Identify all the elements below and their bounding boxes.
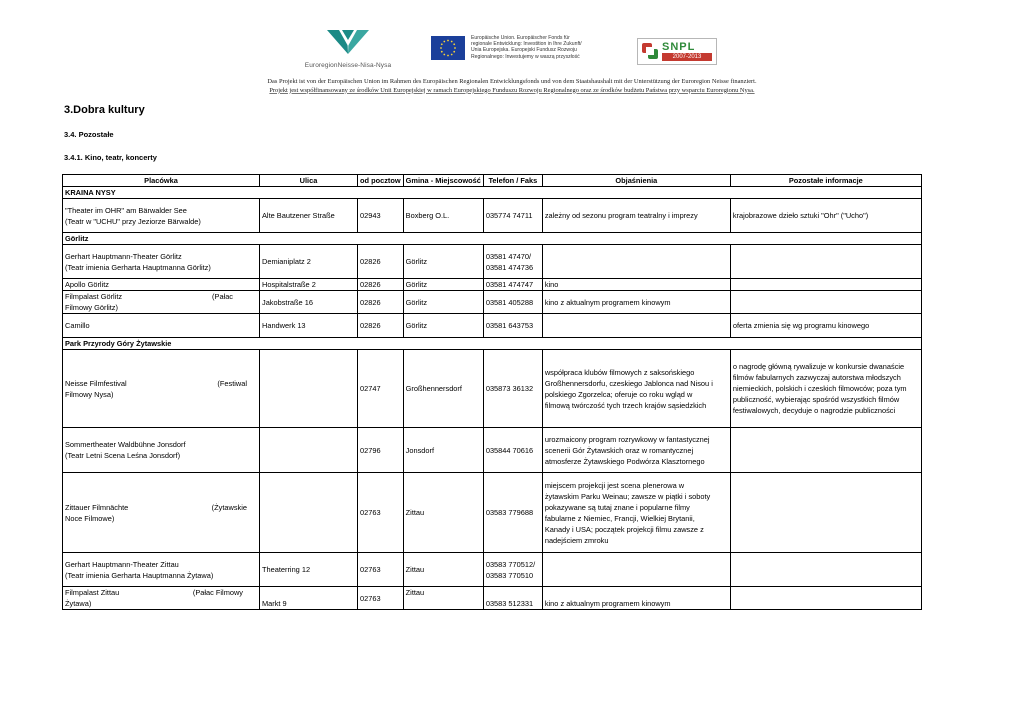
snpl-title: SNPL (662, 41, 696, 53)
postal-code: 02747 (358, 350, 404, 428)
table-row (63, 245, 922, 279)
other-info (730, 553, 921, 587)
phone: 03583 779688 (483, 473, 542, 553)
town: Zittau (403, 587, 483, 610)
eu-fund-text: Europäische Union. Europäischer Fonds für regionale Entwicklung: Investition in Ihre Zukunft/ Unia Europejska. Europejski Fundusz Rozwoju Regionalnego: Inwestujemy w waszą przyszłość (471, 35, 582, 60)
section-title: 3.Dobra kultury (64, 104, 145, 116)
town: Zittau (403, 473, 483, 553)
notes (542, 553, 730, 587)
postal-code: 02763 (358, 473, 404, 553)
notes (542, 245, 730, 279)
venue-name: "Theater im OHR" am Bärwalder See (Teatr w "UCHU" przy Jeziorze Bärwalde) (63, 199, 260, 233)
notes: urozmaicony program rozrywkowy w fantastycznej scenerii Gór Żytawskich oraz w romantycznej atmosferze Żytawskiego Podwórza Klasztornego (542, 428, 730, 473)
notes: kino (542, 279, 730, 291)
table-row (63, 473, 922, 553)
postal-code: 02763 (358, 587, 404, 610)
euroregion-emblem-icon (325, 28, 371, 62)
phone: 03583 770512/ 03583 770510 (483, 553, 542, 587)
funding-de: Das Projekt ist von der Europäischen Union im Rahmen des Europäischen Regionalen Entwicklungsfonds und von dem Staatshaushalt mit der Unterstützung der Euroregion Neisse finanziert. (267, 78, 757, 85)
venue-name: Filmpalast Zittau (Pałac Filmowy Żytawa) (63, 587, 260, 610)
other-info (730, 245, 921, 279)
snpl-logo (637, 38, 717, 65)
street: Hospitalstraße 2 (260, 279, 358, 291)
group-row (63, 338, 922, 350)
table-row (63, 279, 922, 291)
col-header: Gmina - Miejscowość (403, 175, 483, 187)
street: Theaterring 12 (260, 553, 358, 587)
other-info: oferta zmienia się wg programu kinowego (730, 314, 921, 338)
venue-name: Apollo Görlitz (63, 279, 260, 291)
venue-name: Sommertheater Waldbühne Jonsdorf (Teatr Letni Scena Leśna Jonsdorf) (63, 428, 260, 473)
group-label: KRAINA NYSY (63, 187, 922, 199)
postal-code: 02763 (358, 553, 404, 587)
table-row (63, 428, 922, 473)
funding-pl: Projekt jest współfinansowany ze środków Unii Europejskiej w ramach Europejskiego Funduszu Rozwoju Regionalnego oraz ze środków budżetu Państwa przy wsparciu Euroregionu Nysa. (269, 86, 755, 94)
notes: zależny od sezonu program teatralny i imprezy (542, 199, 730, 233)
street: Markt 9 (260, 587, 358, 610)
postal-code: 02796 (358, 428, 404, 473)
phone: 03581 405288 (483, 291, 542, 314)
phone: 03581 474747 (483, 279, 542, 291)
col-header: od pocztow (358, 175, 404, 187)
postal-code: 02826 (358, 314, 404, 338)
euroregion-logo (292, 28, 404, 74)
notes (542, 314, 730, 338)
postal-code: 02826 (358, 279, 404, 291)
town: Görlitz (403, 245, 483, 279)
town: Jonsdorf (403, 428, 483, 473)
group-row (63, 187, 922, 199)
town: Boxberg O.L. (403, 199, 483, 233)
other-info (730, 587, 921, 610)
table-header-row (63, 175, 922, 187)
venue-name: Camillo (63, 314, 260, 338)
street (260, 428, 358, 473)
street: Demianiplatz 2 (260, 245, 358, 279)
notes: kino z aktualnym programem kinowym (542, 587, 730, 610)
eu-flag-icon (431, 36, 465, 60)
postal-code: 02826 (358, 291, 404, 314)
snpl-years: 2007-2013 (662, 53, 712, 61)
snpl-mark-icon (642, 43, 658, 59)
group-label: Görlitz (63, 233, 922, 245)
phone: 03583 512331 (483, 587, 542, 610)
subsection-title: 3.4. Pozostałe (64, 130, 114, 139)
notes: współpraca klubów filmowych z saksońskiego Großhennersdorfu, czeskiego Jablonca nad Nisou i polskiego Zgorzelca; oferuje co roku wgląd w filmową twórczość tych trzech krajów sąsiedzkich (542, 350, 730, 428)
col-header: Telefon / Faks (483, 175, 542, 187)
col-header: Placówka (63, 175, 260, 187)
street (260, 473, 358, 553)
town: Großhennersdorf (403, 350, 483, 428)
table-row (63, 314, 922, 338)
group-row (63, 233, 922, 245)
venue-name: Gerhart Hauptmann-Theater Zittau (Teatr imienia Gerharta Hauptmanna Żytawa) (63, 553, 260, 587)
venue-name: Filmpalast Görlitz (Pałac Filmowy Görlitz) (63, 291, 260, 314)
other-info (730, 428, 921, 473)
other-info (730, 473, 921, 553)
funding-note (150, 78, 874, 95)
town: Görlitz (403, 291, 483, 314)
table-row (63, 587, 922, 610)
venue-name: Neisse Filmfestival (Festiwal Filmowy Nysa) (63, 350, 260, 428)
cinema-theatre-table (62, 174, 922, 610)
venue-name: Gerhart Hauptmann-Theater Görlitz (Teatr imienia Gerharta Hauptmanna Görlitz) (63, 245, 260, 279)
phone: 035873 36132 (483, 350, 542, 428)
table-row (63, 291, 922, 314)
town: Zittau (403, 553, 483, 587)
table-row (63, 553, 922, 587)
venue-name: Zittauer Filmnächte (Żytawskie Noce Filmowe) (63, 473, 260, 553)
header-logos (0, 28, 1024, 76)
street: Alte Bautzener Straße (260, 199, 358, 233)
town: Görlitz (403, 279, 483, 291)
street: Jakobstraße 16 (260, 291, 358, 314)
town: Görlitz (403, 314, 483, 338)
table-row (63, 199, 922, 233)
notes: kino z aktualnym programem kinowym (542, 291, 730, 314)
postal-code: 02826 (358, 245, 404, 279)
col-header: Objaśnienia (542, 175, 730, 187)
phone: 035844 70616 (483, 428, 542, 473)
street (260, 350, 358, 428)
col-header: Ulica (260, 175, 358, 187)
phone: 035774 74711 (483, 199, 542, 233)
street: Handwerk 13 (260, 314, 358, 338)
other-info: o nagrodę główną rywalizuje w konkursie dwanaście filmów fabularnych zazwyczaj autorstwa młodszych niemieckich, polskich i czeskich filmowców; poza tym publiczność, wybierając spośród wszystkich filmów festiwalowych, decyduje o nagrodzie publiczności (730, 350, 921, 428)
euroregion-name: EuroregionNeisse-Nisa-Nysa (304, 62, 392, 69)
col-header: Pozostałe informacje (730, 175, 921, 187)
other-info (730, 279, 921, 291)
subsubsection-title: 3.4.1. Kino, teatr, koncerty (64, 153, 157, 162)
group-label: Park Przyrody Góry Żytawskie (63, 338, 922, 350)
table-row (63, 350, 922, 428)
postal-code: 02943 (358, 199, 404, 233)
other-info (730, 291, 921, 314)
phone: 03581 643753 (483, 314, 542, 338)
other-info: krajobrazowe dzieło sztuki "Ohr" ("Ucho") (730, 199, 921, 233)
notes: miejscem projekcji jest scena plenerowa w żytawskim Parku Weinau; zawsze w piątki i soboty pokazywane są tutaj znane i popularne filmy fabularne z Niemiec, Francji, Wielkiej Brytanii, Kanady i USA; początek projekcji filmu zawsze z nadejściem zmroku (542, 473, 730, 553)
phone: 03581 47470/ 03581 474736 (483, 245, 542, 279)
